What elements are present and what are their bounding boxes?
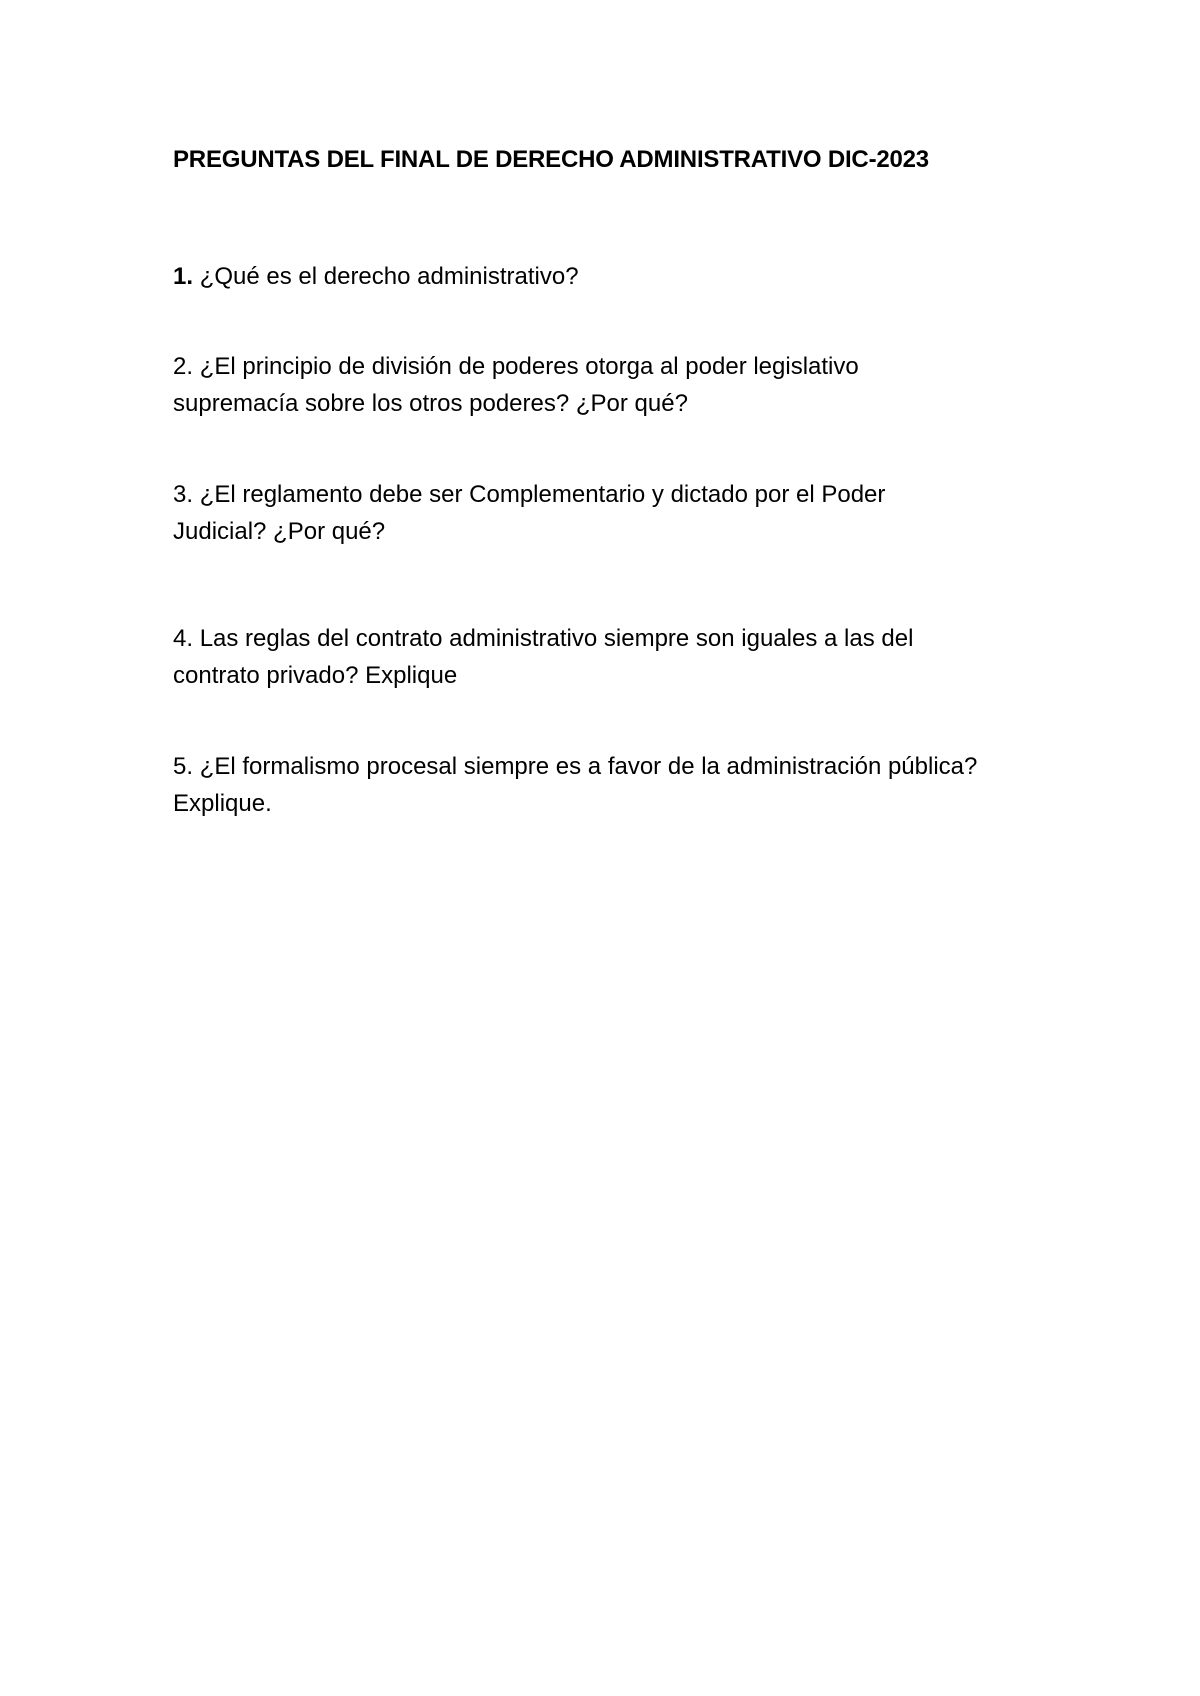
question-number: 2.: [173, 353, 194, 380]
question-line: Judicial? ¿Por qué?: [173, 518, 386, 545]
question-line: [173, 476, 1073, 513]
question-line: [173, 348, 1073, 385]
question-line: [173, 258, 1073, 295]
question-3: [173, 476, 1073, 550]
question-number: 5.: [173, 753, 194, 780]
question-text: ¿El principio de división de poderes otorga al poder legislativo: [199, 353, 859, 380]
question-2: [173, 348, 1073, 422]
question-line: Explique.: [173, 790, 272, 817]
question-line: supremacía sobre los otros poderes? ¿Por qué?: [173, 390, 688, 417]
question-number: 4.: [173, 625, 194, 652]
question-number: 3.: [173, 481, 194, 508]
question-number: 1.: [173, 263, 194, 290]
question-line: [173, 620, 1073, 657]
question-text: ¿El formalismo procesal siempre es a favor de la administración pública?: [199, 753, 978, 780]
question-4: [173, 620, 1073, 694]
question-text: ¿El reglamento debe ser Complementario y dictado por el Poder: [199, 481, 886, 508]
question-1: [173, 258, 1073, 295]
question-line: contrato privado? Explique: [173, 662, 458, 689]
question-text: ¿Qué es el derecho administrativo?: [199, 263, 579, 290]
document-title: PREGUNTAS DEL FINAL DE DERECHO ADMINISTRATIVO DIC-2023: [173, 146, 929, 173]
question-text: Las reglas del contrato administrativo siempre son iguales a las del: [199, 625, 914, 652]
question-5: [173, 748, 1073, 822]
question-line: [173, 748, 1073, 785]
